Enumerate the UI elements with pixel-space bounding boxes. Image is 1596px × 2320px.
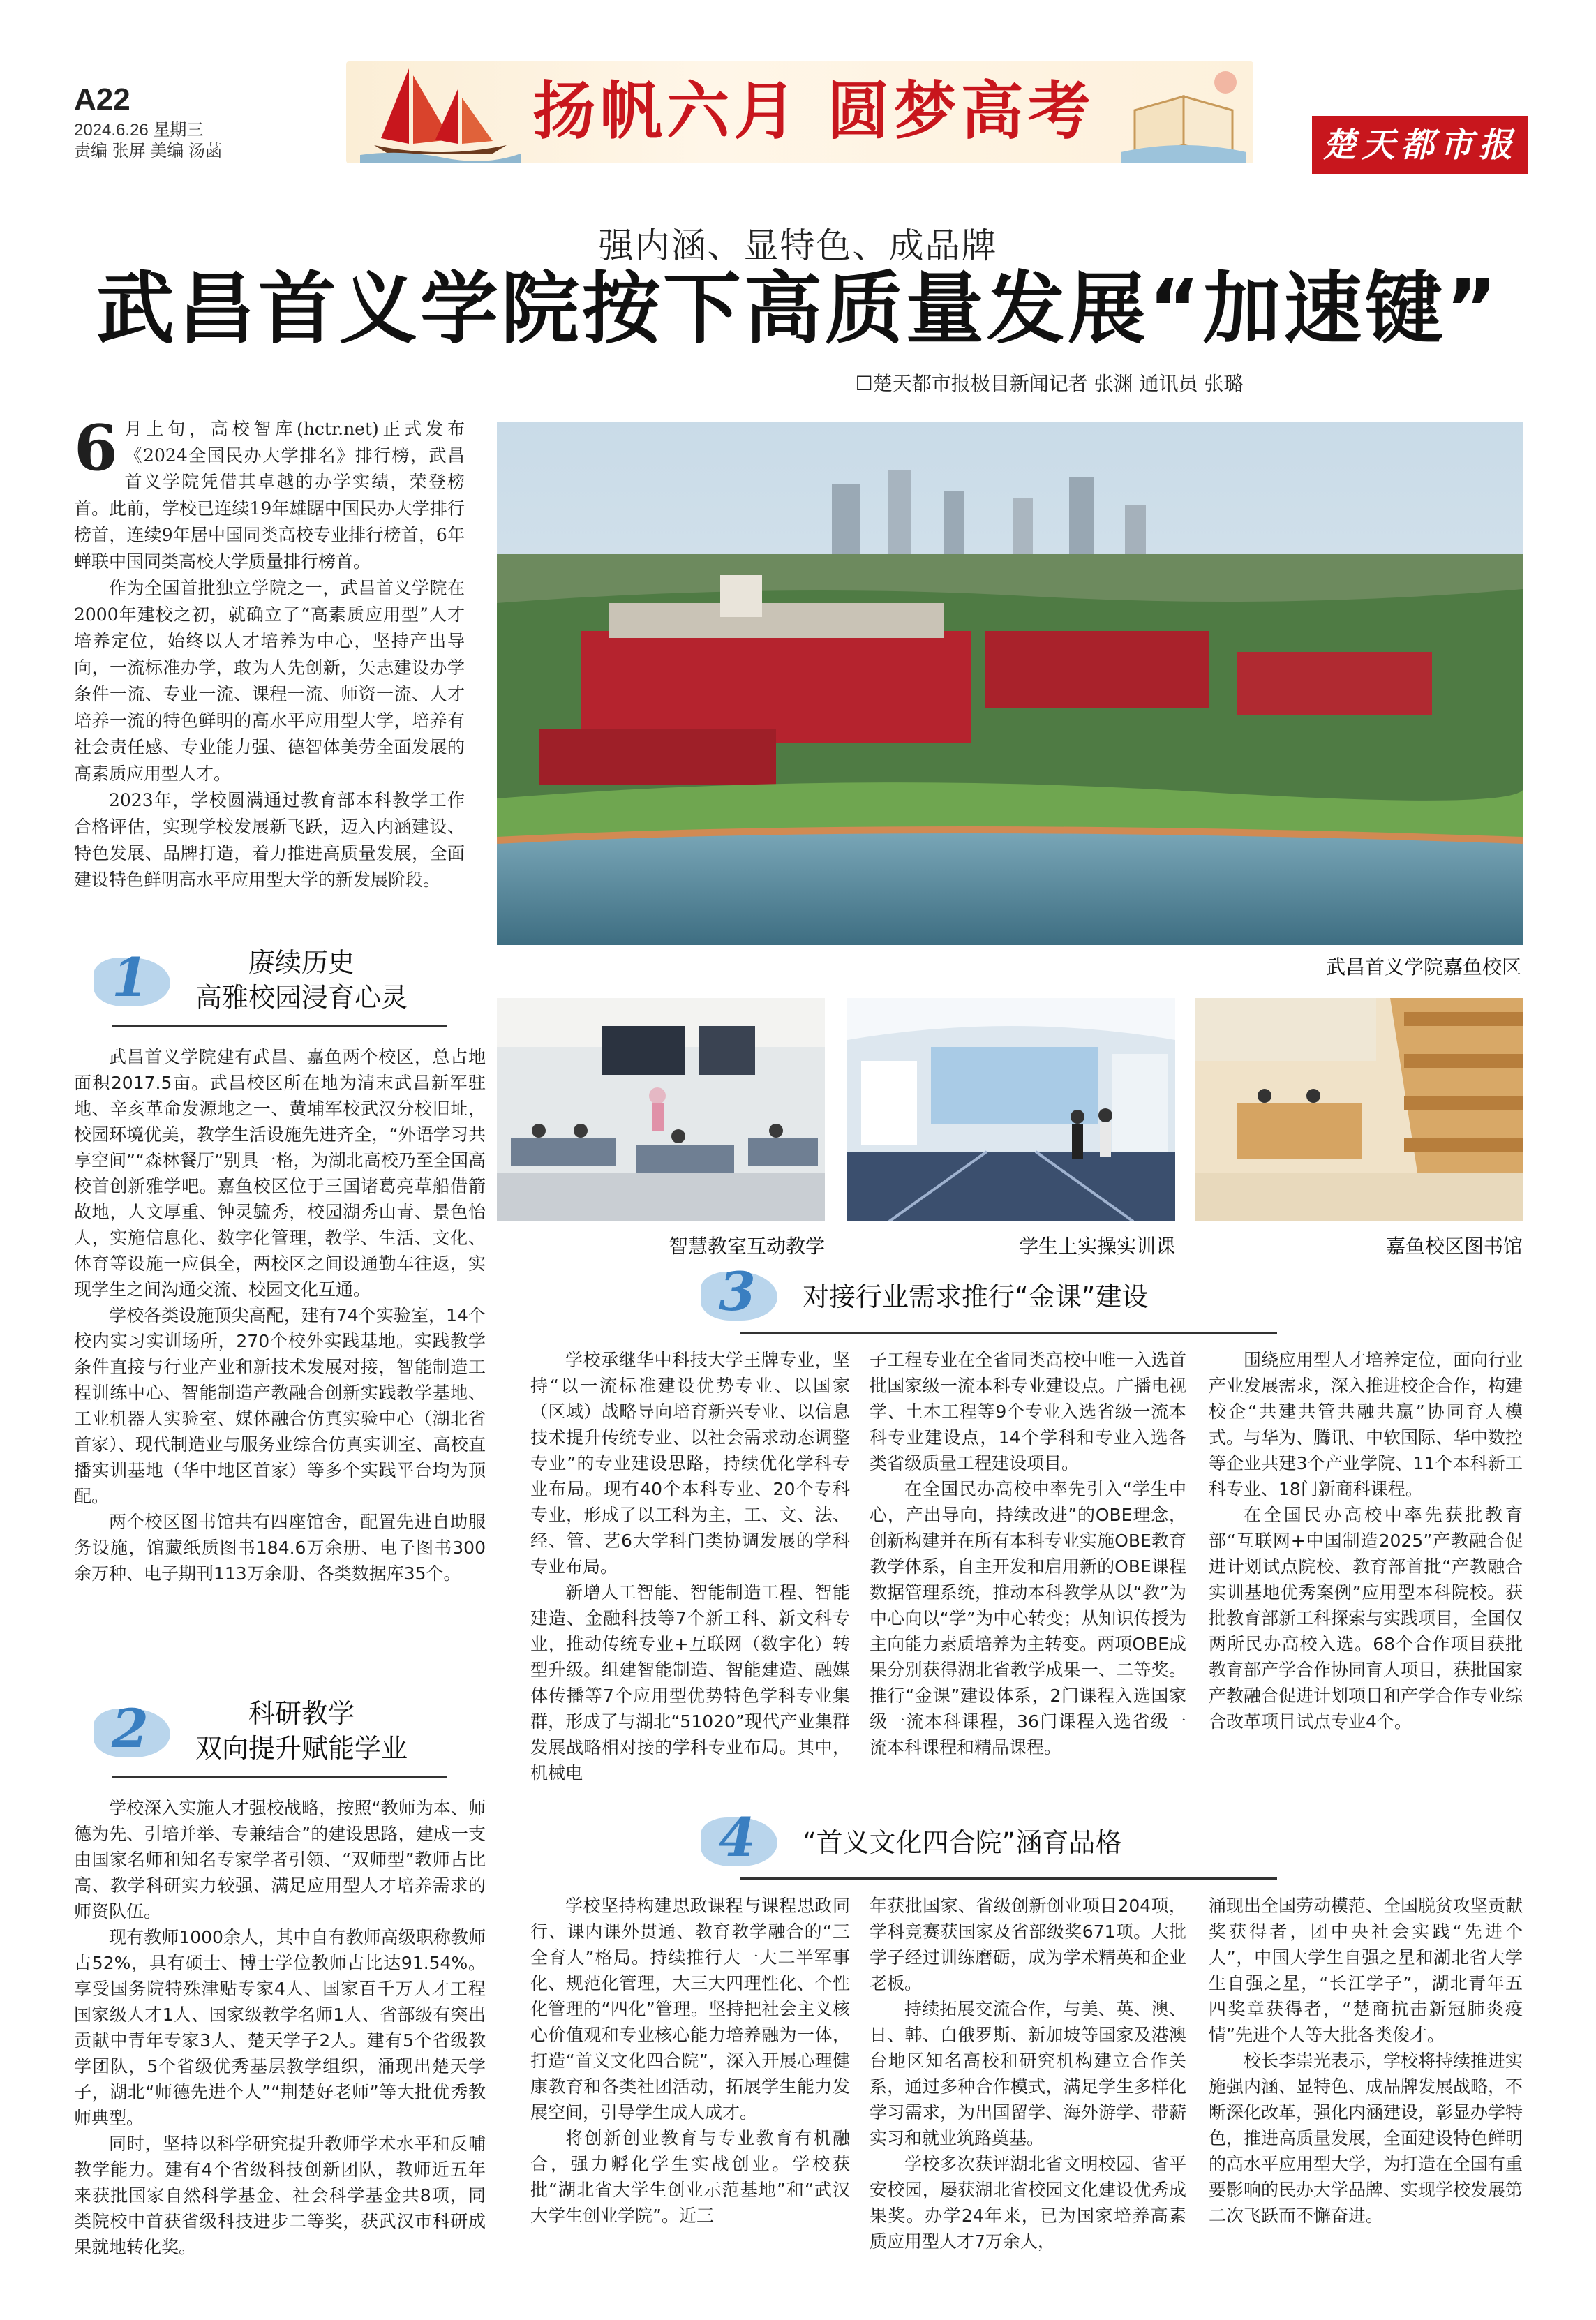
page-number: A22 [74,82,130,117]
section-number-badge: 4 [698,1808,782,1872]
section-1-title: 赓续历史 高雅校园浸育心灵 [195,947,408,1013]
section-3-header [698,1262,1326,1334]
s1-paragraph: 学校各类设施顶尖高配，建有74个实验室，14个校内实习实训场所，270个校外实践基地。实践教学条件直接与行业产业和新技术发展对接，智能制造工程训练中心、智能制造产教融合创新实践教学基地、工业机器人实验室、媒体融合仿真实验中心（湖北省首家）、现代制造业与服务业综合仿真实训室、高校直播实训基地（华中地区首家）等多个实践平台均为顶配。 [74,1305,486,1506]
banner-title: 扬帆六月 圆梦高考 [532,75,1095,148]
article-byline: ☐楚天都市报极目新闻记者 张渊 通讯员 张璐 [855,372,1244,395]
section-4-col-2: 年获批国家、省级创新创业项目204项，学科竞赛获国家及省部级奖671项。大批学子经过训练磨砺，成为学术精英和企业老板。 持续拓展交流合作，与美、英、澳、日、韩、白俄罗斯、新加坡等国家及港澳台地区知名高校和研究机构建立合作关系，通过多种合作模式，满足学生多样化学习需求，为出国留学、海外游学、带薪实习和就业筑路奠基。 学校多次获评湖北省文明校园、省平安校园，屡获湖北省校园文化建设优秀成果奖。办学24年来，已为国家培养高素质应用型人才7万余人， [870,1896,1186,2252]
section-divider [112,1025,447,1027]
classroom-photo [497,998,825,1221]
intro-paragraph-2: 作为全国首批独立学院之一，武昌首义学院在2000年建校之初，就确立了“高素质应用型”人才培养定位，始终以人才培养为中心，坚持产出导向，一流标准办学，敢为人先创新，矢志建设办学条件一流、专业一流、课程一流、师资一流、人才培养一流的特色鲜明的高水平应用型大学，培养有社会责任感、专业能力强、德智体美劳全面发展的高素质应用型人才。 [74,578,465,784]
editors: 责编 张屏 美编 汤菡 [74,142,223,161]
training-photo [847,998,1175,1221]
intro-paragraph-1: 月上旬，高校智库(hctr.net)正式发布《2024全国民办大学排名》排行榜，武昌首义学院凭借其卓越的办学实绩，荣登榜首。此前，学校已连续19年雄踞中国民办大学排行榜首，连续9年居中国同类高校专业排行榜首，6年蝉联中国同类高校大学质量排行榜首。 [74,419,465,572]
campus-caption: 武昌首义学院嘉鱼校区 [1325,955,1521,979]
section-number-badge: 3 [698,1262,782,1326]
section-number-badge: 1 [91,948,174,1012]
section-2-body: 学校深入实施人才强校战略，按照“教师为本、师德为先、引培并举、专兼结合”的建设思路，建成一支由国家名师和知名专家学者引领、“双师型”教师占比高、教学科研实力较强、满足应用型人才培养需求的师资队伍。 现有教师1000余人，其中自有教师高级职称教师占52%，具有硕士、博士学位教师占比达91.54%。享受国务院特殊津贴专家4人、国家百千万人才工程国家级人才1人、国家级教学名师1人、省部级有突出贡献中青年专家3人、楚天学子2人。建有5个省级教学团队，5个省级优秀基层教学组织，涌现出楚天学子，湖北“师德先进个人”“荆楚好老师”等大批优秀教师典型。 同时，坚持以科学研究提升教师学术水平和反哺教学能力。建有4个省级科技创新团队，教师近五年来获批国家自然科学基金、社会科学基金共8项，同类院校中首获省级科技进步二等奖，获武汉市科研成果就地转化奖。 [74,1798,486,2257]
issue-meta [74,120,222,162]
library-caption: 嘉鱼校区图书馆 [1385,1235,1523,1258]
section-2-header [91,1696,468,1778]
section-divider [112,1776,447,1778]
issue-date: 2024.6.26 星期三 [74,121,204,140]
section-3-title: 对接行业需求推行“金课”建设 [803,1281,1149,1312]
drop-cap: 6 [74,411,118,485]
section-3-col-3: 围绕应用型人才培养定位，面向行业产业发展需求，深入推进校企合作，构建校企“共建共管共融共赢”协同育人模式。与华为、腾讯、中软国际、华中数控等企业共建3个产业学院、11个本科新工科专业、18门新商科课程。 在全国民办高校中率先获批教育部“互联网+中国制造2025”产教融合促进计划试点院校、教育部首批“产教融合实训基地优秀案例”应用型本科院校。获批教育部新工科探索与实践项目，全国仅两所民办高校入选。68个合作项目获批教育部产学合作协同育人项目，获批国家产教融合促进计划项目和产学合作专业综合改革项目试点专业4个。 [1209,1350,1523,1732]
training-caption: 学生上实操实训课 [1018,1235,1175,1258]
book-illustration [1121,61,1246,163]
section-1-body [74,1044,486,1586]
section-3-col-2: 子工程专业在全省同类高校中唯一入选首批国家级一流本科专业建设点。广播电视学、土木工程等9个专业入选省级一流本科专业建设点，14个学科和专业入选各类省级质量工程建设项目。 在全国民办高校中率先引入“学生中心，产出导向，持续改进”的OBE理念，创新构建并在所有本科专业实施OBE教育教学体系，自主开发和启用新的OBE课程数据管理系统，推动本科教学从以“教”为中心向以“学”为中心转变；从知识传授为主向能力素质培养为主转变。两项OBE成果分别获得湖北省教学成果一、二等奖。推行“金课”建设体系，2门课程入选国家级一流本科课程，36门课程入选省级一流本科课程和精品课程。 [870,1350,1186,1757]
library-photo [1195,998,1523,1221]
campus-aerial-photo [497,422,1523,945]
intro-paragraph-3: 2023年，学校圆满通过教育部本科教学工作合格评估，实现学校发展新飞跃，迈入内涵建设、特色发展、品牌打造，着力推进高质量发展，全面建设特色鲜明高水平应用型大学的新发展阶段。 [74,790,465,890]
sailboat-illustration [360,61,521,163]
article-kicker: 强内涵、显特色、成品牌 [598,225,998,266]
section-number-badge: 2 [91,1699,174,1763]
section-4-header [698,1808,1326,1880]
section-divider [740,1877,1277,1880]
section-2-title: 科研教学 双向提升赋能学业 [195,1698,408,1764]
section-4-col-1: 学校坚持构建思政课程与课程思政同行、课内课外贯通、教育教学融合的“三全育人”格局。持续推行大一大二半军事化、规范化管理，大三大四理性化、个性化管理的“四化”管理。坚持把社会主义核心价值观和专业核心能力培养融为一体，打造“首义文化四合院”，深入开展心理健康教育和各类社团活动，拓展学生能力发展空间，引导学生成人成才。 将创新创业教育与专业教育有机融合，强力孵化学生实战创业。学校获批“湖北省大学生创业示范基地”和“武汉大学生创业学院”。近三 [530,1896,850,2226]
classroom-caption: 智慧教室互动教学 [668,1235,825,1258]
s1-paragraph: 两个校区图书馆共有四座馆舍，配置先进自助服务设施，馆藏纸质图书184.6万余册、电子图书300余万种、电子期刊113万余册、各类数据库35个。 [74,1512,486,1584]
section-4-col-3: 涌现出全国劳动模范、全国脱贫攻坚贡献奖获得者，团中央社会实践“先进个人”，中国大学生自强之星和湖北省大学生自强之星，“长江学子”，湖北青年五四奖章获得者，“楚商抗击新冠肺炎疫情”先进个人等大批各类俊才。 校长李崇光表示，学校将持续推进实施强内涵、显特色、成品牌发展战略，不断深化改革，强化内涵建设，彰显办学特色，推进高质量发展，全面建设特色鲜明的高水平应用型大学，为打造在全国有重要影响的民办大学品牌、实现学校发展第二次飞跃而不懈奋进。 [1209,1896,1523,2226]
section-3-col-1: 学校承继华中科技大学王牌专业，坚持“以一流标准建设优势专业、以国家（区域）战略导向培育新兴专业、以信息技术提升传统专业、以社会需求动态调整专业”的专业建设思路，持续优化学科专业布局。现有40个本科专业、20个专科专业，形成了以工科为主，工、文、法、经、管、艺6大学科门类协调发展的学科专业布局。 新增人工智能、智能制造工程、智能建造、金融科技等7个新工科、新文科专业，推动传统专业+互联网（数字化）转型升级。组建智能制造、智能建造、融媒体传播等7个应用型优势特色学科专业集群，形成了与湖北“51020”现代产业集群发展战略相对接的学科专业布局。其中，机械电 [530,1350,850,1783]
article-headline: 武昌首义学院按下高质量发展“加速键” [96,264,1500,355]
intro-column [74,411,465,893]
s1-paragraph: 武昌首义学院建有武昌、嘉鱼两个校区，总占地面积2017.5亩。武昌校区所在地为清末武昌新军驻地、辛亥革命发源地之一、黄埔军校武汉分校旧址，校园环境优美，教学生活设施先进齐全，“外语学习共享空间”“森林餐厅”别具一格，为湖北高校乃至全国高校首创新雅学吧。嘉鱼校区位于三国诸葛亮草船借箭故地，人文厚重、钟灵毓秀，校园湖秀山青、景色怡人，实施信息化、数字化管理，教学、生活、文化、体育等设施一应俱全，两校区之间设通勤车往返，实现学生之间沟通交流、校园文化互通。 [74,1047,486,1300]
section-1-header [91,945,468,1027]
section-divider [740,1332,1277,1334]
paper-logo: 楚天都市报 [1312,116,1528,174]
gaokao-banner [346,61,1253,163]
section-4-title: “首义文化四合院”涵育品格 [803,1827,1122,1858]
